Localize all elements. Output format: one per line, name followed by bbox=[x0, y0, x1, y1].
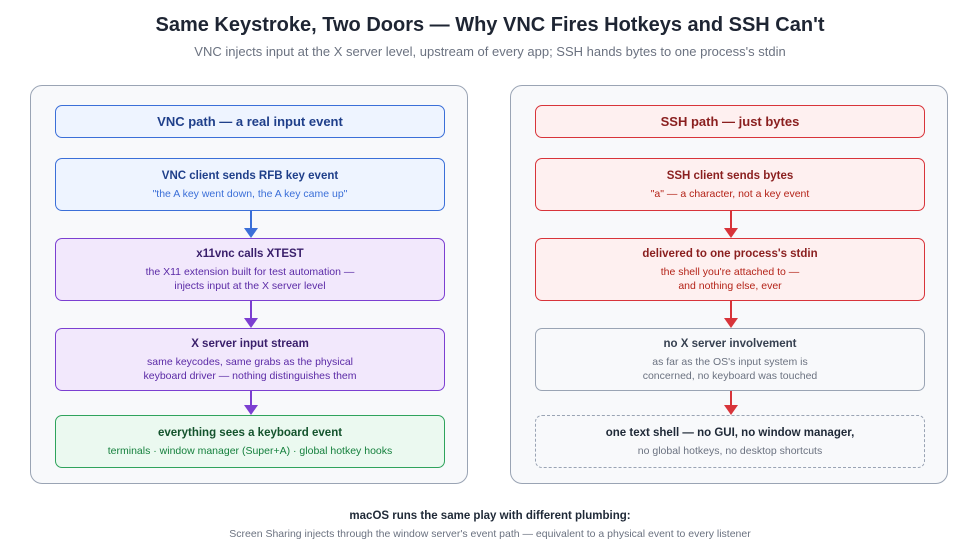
ssh-step-desc: no global hotkeys, no desktop shortcuts bbox=[637, 444, 823, 457]
vnc-step-desc: injects input at the X server level bbox=[174, 279, 326, 292]
vnc-step-desc: terminals · window manager (Super+A) · global hotkey hooks bbox=[107, 444, 393, 457]
down-arrow-icon bbox=[244, 391, 258, 415]
vnc-step-desc: the X11 extension built for test automation — bbox=[145, 265, 355, 278]
ssh-step-title: SSH client sends bytes bbox=[666, 169, 794, 182]
ssh-header-label: SSH path — just bytes bbox=[660, 113, 800, 129]
vnc-step-xtest bbox=[55, 238, 445, 301]
ssh-step-desc: concerned, no keyboard was touched bbox=[642, 369, 818, 382]
diagram-title: Same Keystroke, Two Doors — Why VNC Fires Hotkeys and SSH Can't bbox=[155, 14, 825, 36]
footer-description: Screen Sharing injects through the window server's event path — equivalent to a physical event to every listener bbox=[229, 528, 751, 540]
vnc-step-title: everything sees a keyboard event bbox=[157, 426, 343, 439]
down-arrow-icon bbox=[724, 211, 738, 238]
vnc-step-desc: "the A key went down, the A key came up" bbox=[152, 187, 348, 200]
down-arrow-icon bbox=[244, 301, 258, 328]
diagram-subtitle: VNC injects input at the X server level, upstream of every app; SSH hands bytes to one process's stdin bbox=[194, 44, 786, 59]
ssh-step-title: one text shell — no GUI, no window manager, bbox=[605, 426, 855, 439]
vnc-step-desc: keyboard driver — nothing distinguishes them bbox=[143, 369, 357, 382]
vnc-step-result bbox=[55, 415, 445, 468]
ssh-step-desc: as far as the OS's input system is bbox=[652, 355, 808, 368]
vnc-panel bbox=[30, 85, 468, 484]
vnc-step-xserver bbox=[55, 328, 445, 391]
ssh-step-client bbox=[535, 158, 925, 211]
ssh-step-desc: and nothing else, ever bbox=[678, 279, 782, 292]
vnc-step-title: X server input stream bbox=[191, 337, 309, 350]
vnc-step-desc: same keycodes, same grabs as the physical bbox=[146, 355, 354, 368]
down-arrow-icon bbox=[724, 391, 738, 415]
ssh-step-desc: "a" — a character, not a key event bbox=[650, 187, 810, 200]
down-arrow-icon bbox=[724, 301, 738, 328]
ssh-step-result bbox=[535, 415, 925, 468]
down-arrow-icon bbox=[244, 211, 258, 238]
vnc-step-title: x11vnc calls XTEST bbox=[196, 247, 304, 260]
ssh-panel bbox=[510, 85, 948, 484]
vnc-header bbox=[55, 105, 445, 138]
ssh-header bbox=[535, 105, 925, 138]
vnc-header-label: VNC path — a real input event bbox=[157, 113, 343, 129]
ssh-step-title: no X server involvement bbox=[663, 337, 797, 350]
vnc-step-client bbox=[55, 158, 445, 211]
ssh-step-stdin bbox=[535, 238, 925, 301]
ssh-step-no-xserver bbox=[535, 328, 925, 391]
ssh-step-desc: the shell you're attached to — bbox=[660, 265, 800, 278]
vnc-step-title: VNC client sends RFB key event bbox=[161, 169, 339, 182]
ssh-step-title: delivered to one process's stdin bbox=[642, 247, 818, 260]
footer-title: macOS runs the same play with different plumbing: bbox=[349, 510, 631, 522]
